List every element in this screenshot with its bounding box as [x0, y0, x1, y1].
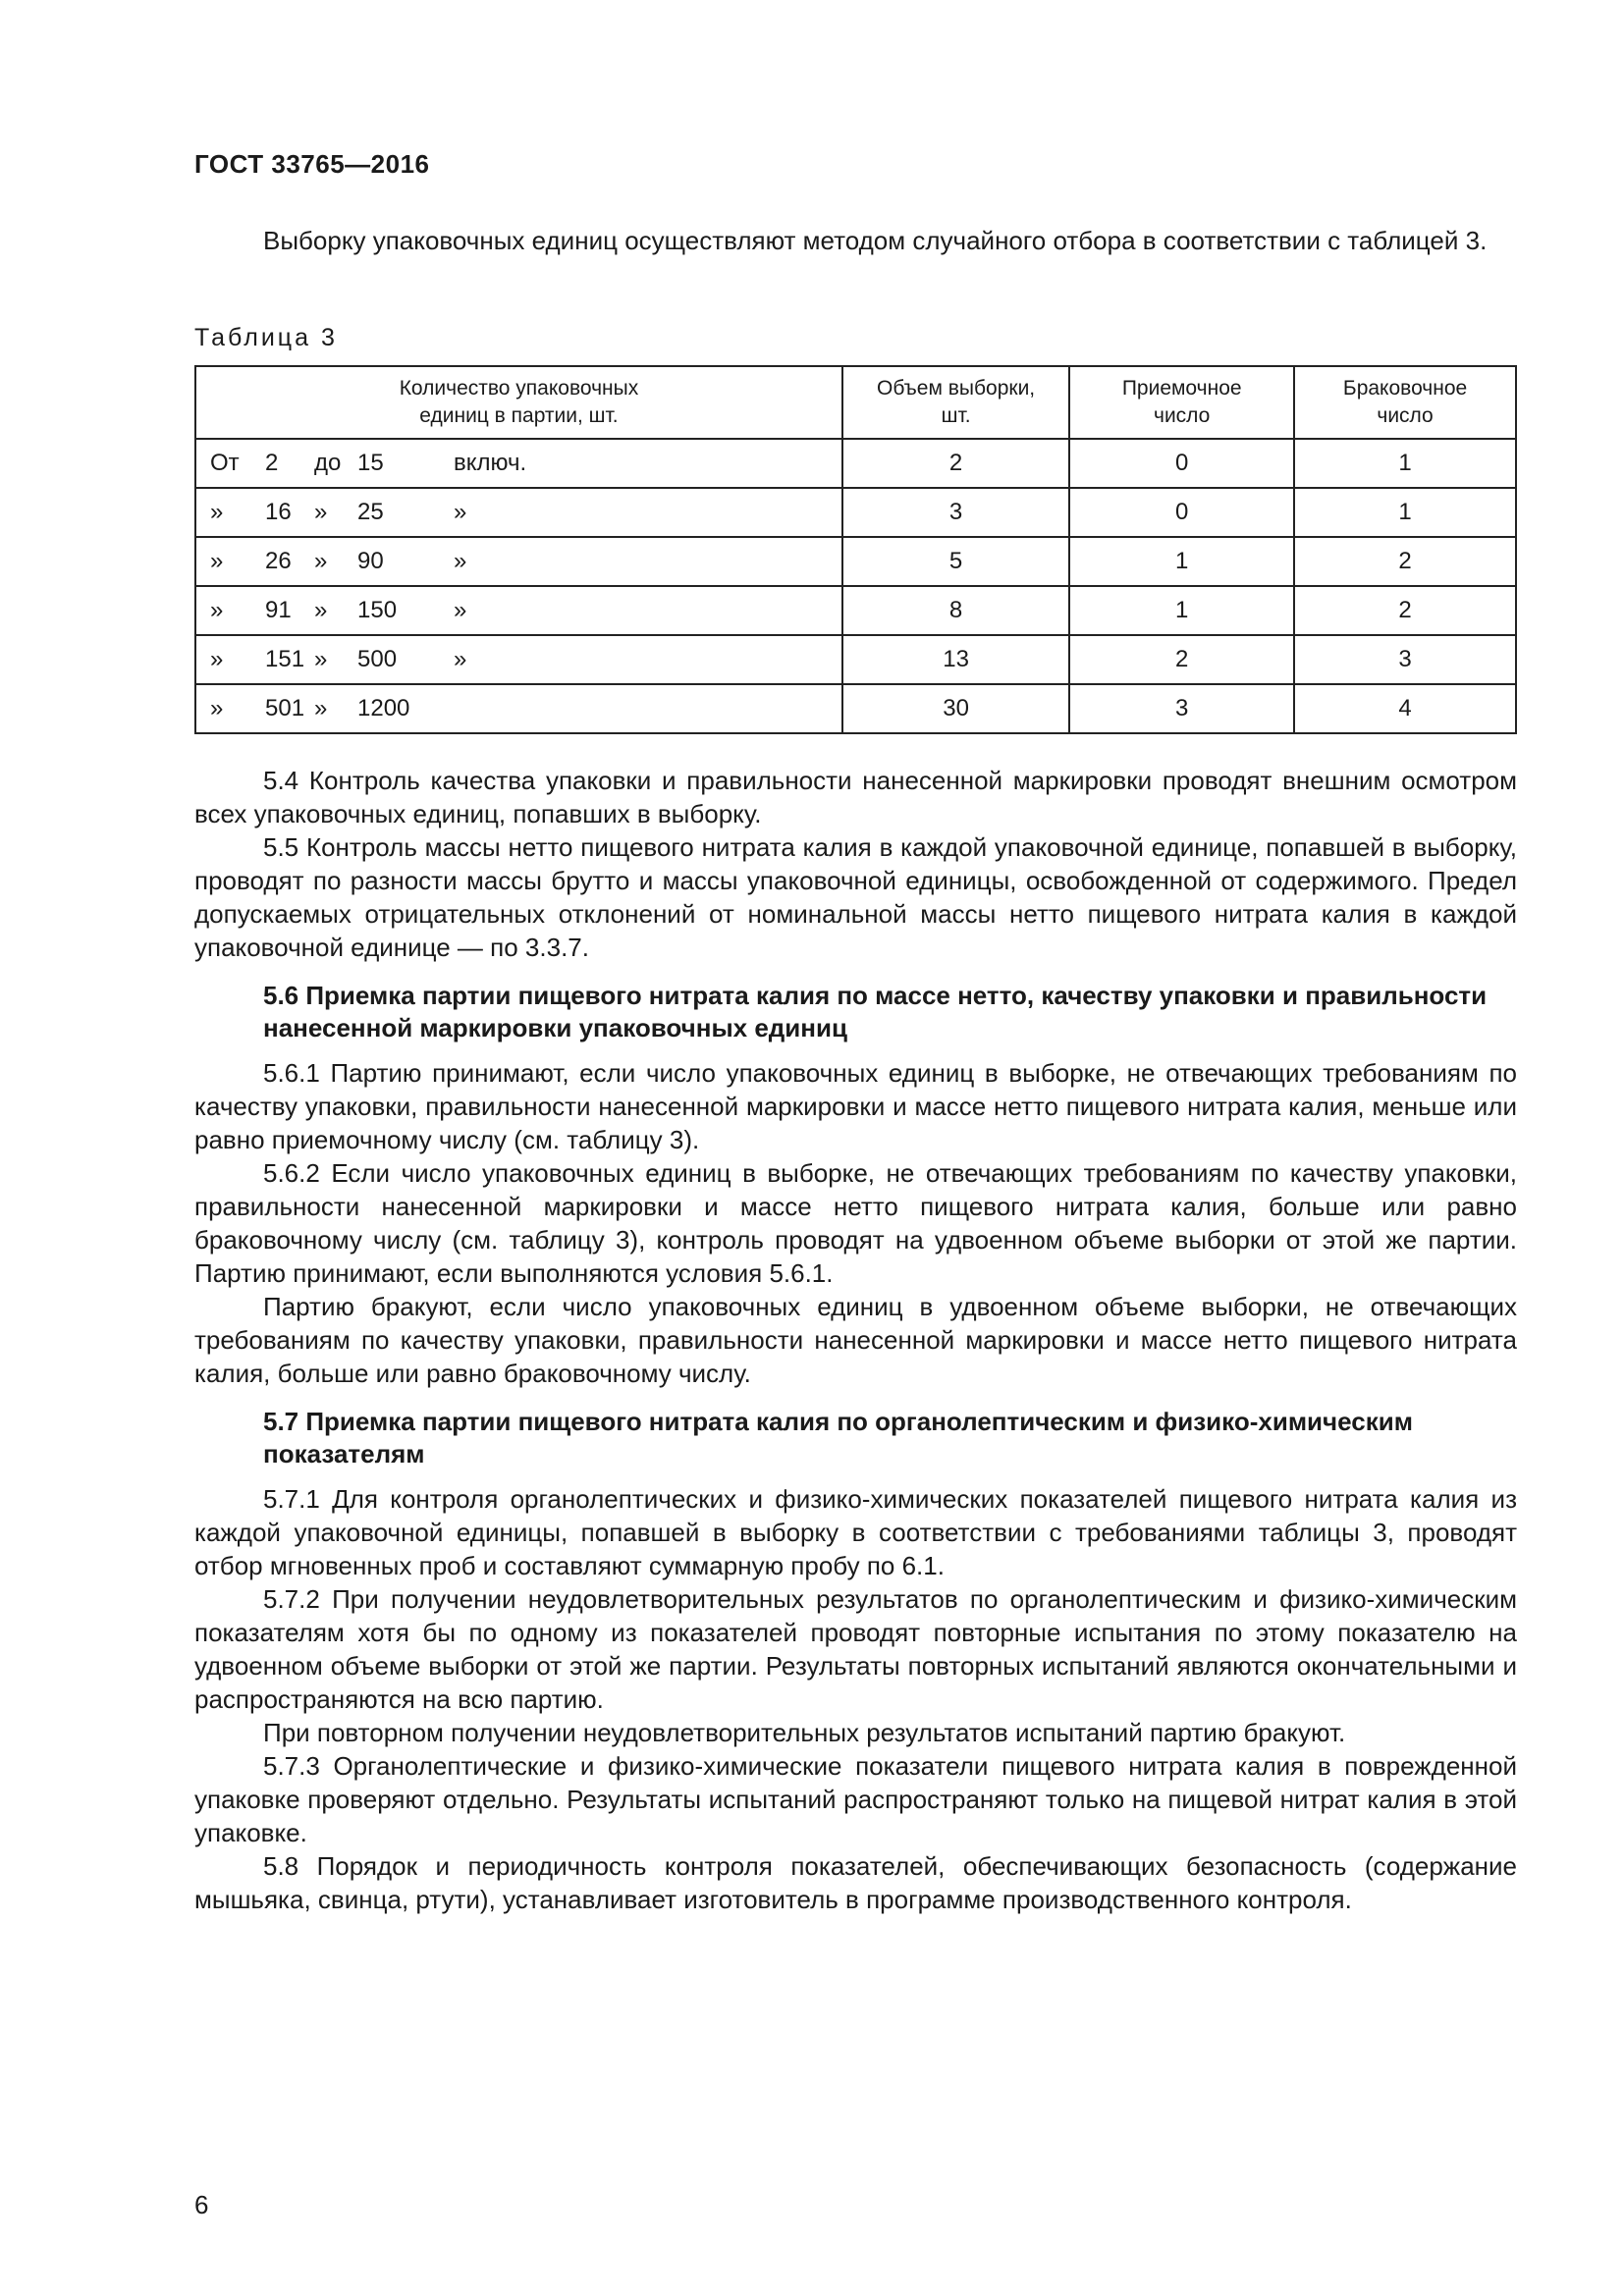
paragraph-5-6-2-reject: Партию бракуют, если число упаковочных единиц в удвоенном объеме выборки, не отвечающих требованиям по качеству упаковки, правильности нанесенной маркировки и массе нетто пищевого нитрата калия, больше или равно браковочному числу. — [194, 1292, 1517, 1388]
range-part: От — [210, 450, 240, 476]
rejection-number-cell: 2 — [1294, 586, 1516, 635]
range-part: » — [210, 597, 224, 623]
paragraph-5-5: 5.5 Контроль массы нетто пищевого нитрата калия в каждой упаковочной единице, попавшей в выборку, проводят по разности массы брутто и массы упаковочной единицы, освобожденной от содержимого. Предел допускаемых отрицательных отклонений от номинальной массы нетто пищевого нитрата калия в каждой упаковочной единице — по 3.3.7. — [194, 832, 1517, 962]
header-rejection-number: Браковочное число — [1294, 366, 1516, 439]
page-number: 6 — [194, 2190, 209, 2219]
intro-paragraph: Выборку упаковочных единиц осуществляют методом случайного отбора в соответствии с таблицей 3. — [263, 226, 1488, 255]
acceptance-number-cell: 1 — [1069, 537, 1294, 586]
paragraph-5-7-2: 5.7.2 При получении неудовлетворительных результатов по органолептическим и физико-химическим показателям хотя бы по одному из показателей проводят повторные испытания по этому показателю на удвоенном объеме выборки от этой же партии. Результаты повторных испытаний являются окончательными и распространяются на всю партию. — [194, 1584, 1517, 1714]
sample-size-cell: 5 — [842, 537, 1069, 586]
range-part: 1200 — [357, 695, 410, 721]
range-part: 500 — [357, 646, 398, 672]
range-part: » — [454, 548, 467, 574]
acceptance-number-cell: 3 — [1069, 684, 1294, 733]
table-row — [195, 439, 1516, 488]
range-part: до — [314, 450, 342, 476]
range-part: включ. — [454, 450, 527, 476]
range-part: » — [454, 499, 467, 525]
sample-size-cell: 2 — [842, 439, 1069, 488]
body-text — [194, 764, 1517, 1916]
paragraph-5-6-2: 5.6.2 Если число упаковочных единиц в выборке, не отвечающих требованиям по качеству упаковки, правильности нанесенной маркировки и массе нетто пищевого нитрата калия, больше или равно браковочному числу (см. таблицу 3), контроль проводят на удвоенном объеме выборки от этой же партии. Партию принимают, если выполняются условия 5.6.1. — [194, 1158, 1517, 1288]
paragraph-5-6-1: 5.6.1 Партию принимают, если число упаковочных единиц в выборке, не отвечающих требованиям по качеству упаковки, правильности нанесенной маркировки и массе нетто пищевого нитрата калия, меньше или равно приемочному числу (см. таблицу 3). — [194, 1058, 1517, 1154]
sample-size-cell: 13 — [842, 635, 1069, 684]
range-part: 151 — [265, 646, 305, 672]
lot-size-range-cell — [195, 439, 842, 488]
rejection-number-cell: 1 — [1294, 488, 1516, 537]
table-row — [195, 586, 1516, 635]
rejection-number-cell: 2 — [1294, 537, 1516, 586]
range-part: » — [210, 646, 224, 672]
range-part: » — [314, 499, 328, 525]
range-part: » — [314, 695, 328, 721]
document-code-header: ГОСТ 33765—2016 — [194, 149, 430, 179]
paragraph-5-7-2-repeat: При повторном получении неудовлетворительных результатов испытаний партию бракуют. — [263, 1718, 1346, 1747]
heading-5-6: 5.6 Приемка партии пищевого нитрата калия по массе нетто, качеству упаковки и правильности нанесенной маркировки упаковочных единиц — [263, 981, 1488, 1042]
range-part: » — [314, 597, 328, 623]
sample-size-cell: 8 — [842, 586, 1069, 635]
rejection-number-cell: 4 — [1294, 684, 1516, 733]
table-row — [195, 537, 1516, 586]
paragraph-5-7-3: 5.7.3 Органолептические и физико-химические показатели пищевого нитрата калия в поврежденной упаковке проверяют отдельно. Результаты испытаний распространяют только на пищевой нитрат калия в этой упаковке. — [194, 1751, 1517, 1847]
range-part: » — [210, 695, 224, 721]
lot-size-range-cell — [195, 684, 842, 733]
sample-size-cell: 30 — [842, 684, 1069, 733]
paragraph-5-4: 5.4 Контроль качества упаковки и правильности нанесенной маркировки проводят внешним осмотром всех упаковочных единиц, попавших в выборку. — [194, 766, 1517, 828]
rejection-number-cell: 1 — [1294, 439, 1516, 488]
range-part: 16 — [265, 499, 292, 525]
range-part: » — [454, 646, 467, 672]
header-lot-size: Количество упаковочных единиц в партии, шт. — [195, 366, 842, 439]
lot-size-range-cell — [195, 586, 842, 635]
range-part: 15 — [357, 450, 384, 476]
range-part: » — [210, 548, 224, 574]
range-part: 90 — [357, 548, 384, 574]
range-part: 2 — [265, 450, 279, 476]
lot-size-range-cell — [195, 537, 842, 586]
table-caption: Таблица 3 — [194, 324, 338, 351]
acceptance-number-cell: 1 — [1069, 586, 1294, 635]
range-part: » — [210, 499, 224, 525]
lot-size-range-cell — [195, 488, 842, 537]
acceptance-number-cell: 0 — [1069, 439, 1294, 488]
table-row — [195, 684, 1516, 733]
range-part: 91 — [265, 597, 292, 623]
range-part: 501 — [265, 695, 305, 721]
paragraph-5-8: 5.8 Порядок и периодичность контроля показателей, обеспечивающих безопасность (содержание мышьяка, свинца, ртути), устанавливает изготовитель в программе производственного контроля. — [194, 1851, 1517, 1914]
paragraph-5-7-1: 5.7.1 Для контроля органолептических и физико-химических показателей пищевого нитрата калия из каждой упаковочной единицы, попавшей в выборку в соответствии с требованиями таблицы 3, проводят отбор мгновенных проб и составляют суммарную пробу по 6.1. — [194, 1484, 1517, 1580]
header-acceptance-number: Приемочное число — [1069, 366, 1294, 439]
table-header-row — [195, 366, 1516, 439]
range-part: 25 — [357, 499, 384, 525]
range-part: » — [454, 597, 467, 623]
range-part: 150 — [357, 597, 398, 623]
acceptance-number-cell: 0 — [1069, 488, 1294, 537]
sampling-table — [194, 365, 1517, 734]
lot-size-range-cell — [195, 635, 842, 684]
acceptance-number-cell: 2 — [1069, 635, 1294, 684]
header-sample-size: Объем выборки, шт. — [842, 366, 1069, 439]
heading-5-7: 5.7 Приемка партии пищевого нитрата калия по органолептическим и физико-химическим показателям — [263, 1407, 1413, 1468]
rejection-number-cell: 3 — [1294, 635, 1516, 684]
range-part: » — [314, 548, 328, 574]
sample-size-cell: 3 — [842, 488, 1069, 537]
table-row — [195, 635, 1516, 684]
range-part: 26 — [265, 548, 292, 574]
range-part: » — [314, 646, 328, 672]
table-row — [195, 488, 1516, 537]
